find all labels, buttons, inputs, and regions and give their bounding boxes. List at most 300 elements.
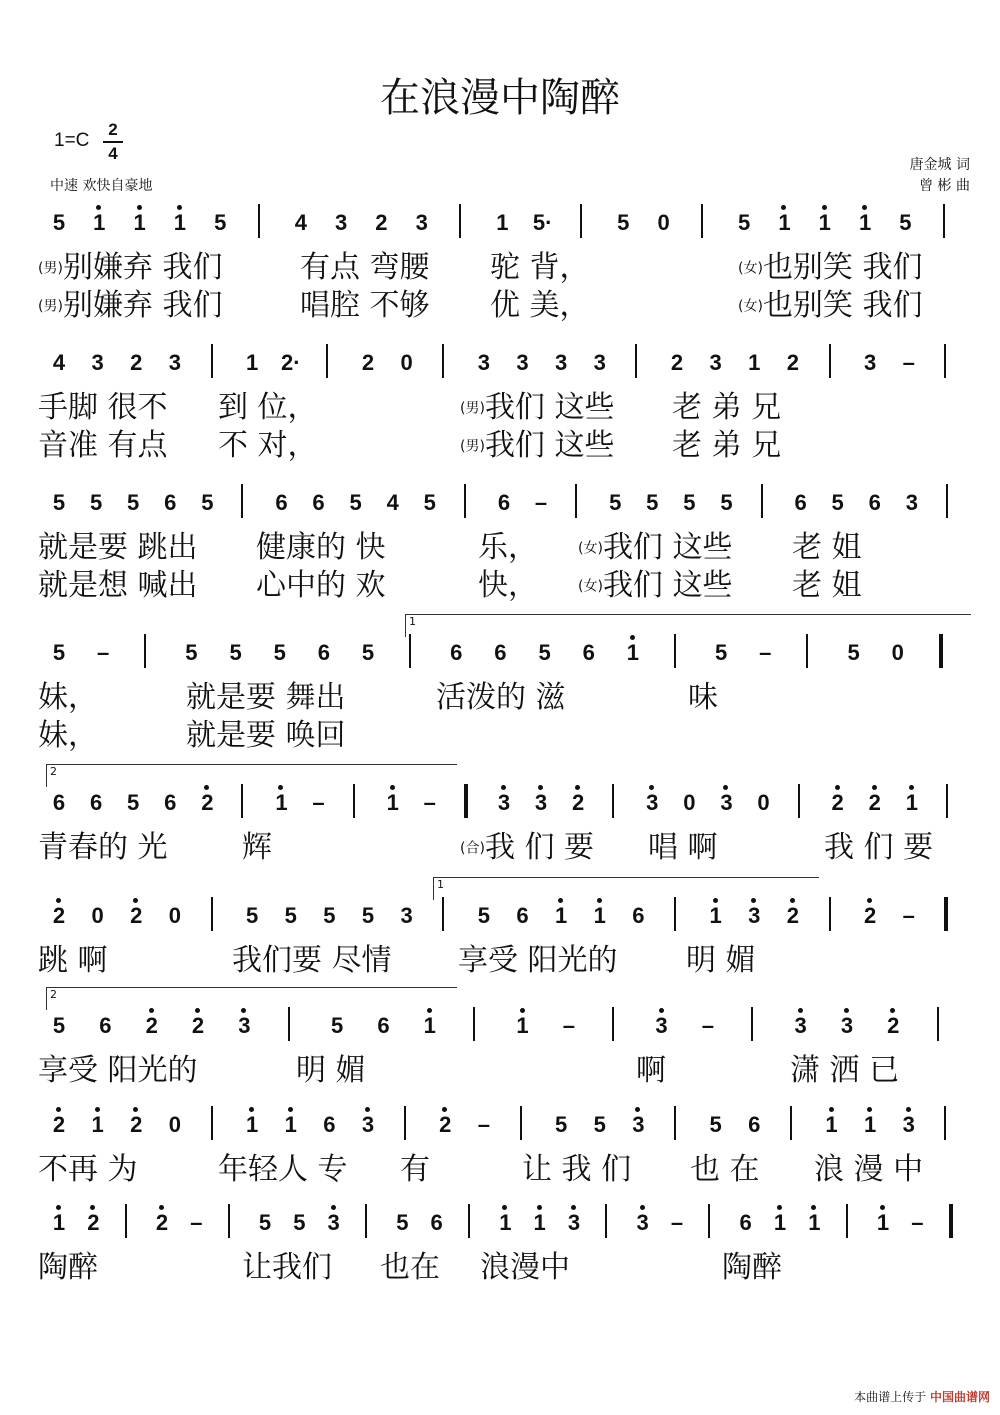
note-digit: 1 <box>173 210 187 235</box>
note <box>122 490 144 516</box>
note-digit: 1 <box>773 1210 787 1235</box>
high-octave-dot <box>159 1205 164 1210</box>
note-digit: 5 <box>52 1013 66 1038</box>
note <box>859 903 881 929</box>
note-digit: 0 <box>683 790 696 815</box>
lyric-text: 音准 有点 <box>38 428 168 463</box>
note <box>434 1112 456 1138</box>
key-signature: 1=C <box>54 130 90 151</box>
note-digit: – <box>902 350 915 375</box>
barline <box>605 1204 607 1238</box>
barline <box>761 484 763 518</box>
role-marker: (女) <box>738 298 763 315</box>
lyric-text: 味 <box>688 680 718 715</box>
notation-line <box>0 490 1000 526</box>
barline <box>211 897 213 931</box>
note-digit: 5 <box>593 1112 606 1137</box>
lyric-segment <box>38 1152 138 1188</box>
note-digit: – <box>902 903 915 928</box>
note-digit: 6 <box>450 640 463 665</box>
lyric-segment <box>38 568 198 604</box>
barline <box>125 1204 127 1238</box>
note-digit: 1 <box>778 210 791 235</box>
lyric-segment <box>636 1053 666 1089</box>
barline <box>674 897 676 931</box>
note-digit: 5 <box>323 903 336 928</box>
note-digit: 5 <box>609 490 622 515</box>
lyric-segment <box>38 943 108 979</box>
lyric-segment <box>38 830 168 866</box>
barline <box>846 1204 848 1238</box>
lyric-segment <box>38 250 222 287</box>
notation-line <box>0 988 1000 1049</box>
note-digit: 0 <box>891 640 904 665</box>
note-digit: 6 <box>89 790 103 815</box>
note <box>782 350 804 376</box>
note-digit: 1 <box>91 1112 104 1137</box>
note <box>270 490 292 516</box>
note-digit: 5 <box>555 1112 568 1137</box>
note-digit: 3 <box>593 350 606 375</box>
note-digit: 0 <box>657 210 670 235</box>
lyric-verse <box>0 680 1000 720</box>
note-digit: 6 <box>312 490 325 515</box>
lyric-segment <box>478 568 538 604</box>
note-digit: 6 <box>739 1210 752 1235</box>
lyric-text: 我们 这些 <box>484 428 615 463</box>
volta-bracket <box>405 614 971 637</box>
note <box>898 350 920 376</box>
high-octave-dot <box>365 1107 370 1112</box>
note-digit: 6 <box>164 490 177 515</box>
note-digit: 3 <box>91 350 104 375</box>
note-digit: 5 <box>293 1210 306 1235</box>
note <box>269 640 291 666</box>
role-marker: (女) <box>578 540 603 557</box>
note-digit: 5 <box>52 490 66 515</box>
lyric-segment <box>242 1250 332 1286</box>
lyric-verse <box>0 428 1000 468</box>
note <box>705 350 727 376</box>
note-digit: 3 <box>567 1210 581 1235</box>
lyric-text: 不再 为 <box>38 1152 138 1187</box>
barline <box>751 1007 753 1041</box>
note-digit: 5 <box>185 640 198 665</box>
note <box>697 1013 719 1039</box>
note <box>125 903 147 929</box>
barline <box>241 784 243 818</box>
lyric-segment <box>578 568 732 605</box>
lyric-text: 别嫌弃 我们 <box>62 288 223 323</box>
lyric-text: 我 们 要 <box>484 830 595 865</box>
barline <box>464 484 466 518</box>
note <box>85 790 107 816</box>
note <box>604 490 626 516</box>
note-digit: 3 <box>415 210 428 235</box>
high-octave-dot <box>501 785 506 790</box>
note-digit: 2 <box>831 790 844 815</box>
lyric-segment <box>38 428 168 464</box>
note <box>87 903 109 929</box>
lyric-segment <box>186 718 346 754</box>
lyric-text: 老 弟 兄 <box>672 428 782 463</box>
note <box>743 1112 765 1138</box>
lyric-text: 陶醉 <box>38 1250 98 1285</box>
high-octave-dot <box>538 785 543 790</box>
note <box>773 210 795 236</box>
barline <box>258 204 260 238</box>
barline <box>144 634 146 668</box>
note-digit: 4 <box>386 490 399 515</box>
note-digit: 5 <box>538 640 551 665</box>
lyric-segment <box>722 1250 782 1286</box>
lyric-text: 我们 这些 <box>484 390 615 425</box>
note-digit: 1 <box>808 1210 821 1235</box>
volta-number: 2 <box>50 765 57 778</box>
barline <box>442 344 444 378</box>
note <box>185 1210 207 1236</box>
note <box>82 1210 104 1236</box>
note <box>473 1112 495 1138</box>
lyric-text: 我们要 尽情 <box>232 943 392 978</box>
note <box>854 210 876 236</box>
lyric-text: 年轻人 专 <box>218 1152 348 1187</box>
meter-bottom: 4 <box>108 144 118 163</box>
note-digit: 5 <box>214 210 227 235</box>
note <box>426 1210 448 1236</box>
lyric-segment <box>792 530 862 566</box>
barline <box>288 1007 290 1041</box>
note <box>906 1210 928 1236</box>
lyric-segment <box>690 1152 760 1188</box>
high-octave-dot <box>537 1205 542 1210</box>
barline <box>365 1204 367 1238</box>
note-digit: 2 <box>52 1112 66 1137</box>
high-octave-dot <box>56 1107 61 1112</box>
note-digit: 2 <box>439 1112 452 1137</box>
note <box>512 903 534 929</box>
high-octave-dot <box>822 205 827 210</box>
note-digit: 2 <box>868 790 881 815</box>
notation-line <box>0 615 1000 676</box>
barline <box>674 1106 676 1140</box>
note-digit: 3 <box>905 490 918 515</box>
note <box>864 790 886 816</box>
note-digit: 5 <box>715 640 728 665</box>
note-digit: 3 <box>168 350 181 375</box>
lyric-text: 让我们 <box>242 1250 332 1285</box>
barline <box>946 784 948 818</box>
lyric-text: 潇 洒 已 <box>790 1053 900 1088</box>
note-digit: 3 <box>632 1112 645 1137</box>
note <box>901 790 923 816</box>
lyric-segment <box>256 568 386 604</box>
note <box>666 1210 688 1236</box>
lyric-segment <box>460 428 614 465</box>
note <box>790 490 812 516</box>
notation-line <box>0 765 1000 826</box>
note <box>491 210 513 236</box>
note <box>882 1013 904 1039</box>
barline <box>211 1106 213 1140</box>
lyric-verse <box>0 943 1000 983</box>
note <box>558 1013 580 1039</box>
barline <box>612 784 614 818</box>
note-digit: 1 <box>423 1013 436 1038</box>
note-digit: – <box>534 490 548 515</box>
note-digit: 3 <box>497 790 511 815</box>
note-digit: 5 <box>201 490 214 515</box>
lyric-text: 也在 <box>380 1250 440 1285</box>
note-digit: 6 <box>497 490 511 515</box>
note-digit: 2 <box>375 210 388 235</box>
lyric-text: 享受 阳光的 <box>38 1053 198 1088</box>
note-digit: 6 <box>377 1013 390 1038</box>
high-octave-dot <box>137 205 142 210</box>
note <box>494 1210 516 1236</box>
note-digit: 1 <box>496 210 509 235</box>
note <box>473 350 495 376</box>
lyric-segment <box>480 1250 570 1286</box>
barline <box>674 634 676 668</box>
lyric-verse <box>0 390 1000 430</box>
note <box>735 1210 757 1236</box>
note-digit: 5 <box>349 490 362 515</box>
note <box>534 640 556 666</box>
lyric-segment <box>38 1250 98 1286</box>
note-digit: – <box>477 1112 490 1137</box>
note <box>48 903 70 929</box>
note-digit: 4 <box>52 350 66 375</box>
note-digit: 1 <box>516 1013 529 1038</box>
note-digit: 1 <box>825 1112 838 1137</box>
lyric-segment <box>400 1152 430 1188</box>
note <box>382 790 404 816</box>
lyric-segment <box>38 680 98 716</box>
note-digit: 3 <box>400 903 413 928</box>
note <box>125 350 147 376</box>
note <box>180 640 202 666</box>
note-digit: 5 <box>229 640 242 665</box>
lyric-text: 我们 这些 <box>602 530 733 565</box>
barline <box>635 344 637 378</box>
note-digit: – <box>562 1013 575 1038</box>
note-digit: – <box>911 1210 924 1235</box>
note <box>733 210 755 236</box>
lyric-text: 别嫌弃 我们 <box>62 250 223 285</box>
note <box>754 640 776 666</box>
lyric-text: 有 <box>400 1152 430 1187</box>
note <box>836 1013 858 1039</box>
tempo-marking: 中速 欢快自豪地 <box>50 178 153 194</box>
note-digit: 5 <box>52 210 66 235</box>
note-digit: 5 <box>899 210 912 235</box>
note <box>532 210 554 236</box>
note-digit: 6 <box>275 490 288 515</box>
note <box>313 640 335 666</box>
volta-number: 2 <box>50 988 57 1001</box>
lyric-text: 不 对， <box>218 428 318 463</box>
lyric-text: 也别笑 我们 <box>762 288 923 323</box>
note <box>651 1013 673 1039</box>
note <box>129 210 151 236</box>
note <box>370 210 392 236</box>
note <box>898 903 920 929</box>
note-digit: 3 <box>327 1210 340 1235</box>
note <box>550 350 572 376</box>
lyric-text: 啊 <box>636 1053 666 1088</box>
lyric-segment <box>686 943 756 979</box>
barline <box>949 1204 953 1238</box>
footer-site: 中国曲谱网 <box>929 1390 990 1404</box>
note-digit: 1 <box>876 1210 890 1235</box>
note <box>743 350 765 376</box>
note <box>743 903 765 929</box>
note <box>48 1210 70 1236</box>
note-digit: 5 <box>683 490 696 515</box>
note-digit: 1 <box>275 790 288 815</box>
high-octave-dot <box>659 1008 664 1013</box>
note <box>357 640 379 666</box>
note-digit: 6 <box>748 1112 761 1137</box>
high-octave-dot <box>288 1107 293 1112</box>
note <box>419 790 441 816</box>
barline <box>708 1204 710 1238</box>
note <box>589 903 611 929</box>
note-digit: 0 <box>168 903 181 928</box>
note <box>159 790 181 816</box>
note-digit: 2 <box>87 1210 100 1235</box>
high-octave-dot <box>571 1205 576 1210</box>
role-marker: (男) <box>38 298 63 315</box>
barline <box>404 1106 406 1140</box>
lyric-text: 就是要 舞出 <box>186 680 346 715</box>
lyric-segment <box>672 428 781 464</box>
high-octave-dot <box>909 785 914 790</box>
barline <box>612 1007 614 1041</box>
lyric-text: 就是想 喊出 <box>38 568 198 603</box>
high-octave-dot <box>906 1107 911 1112</box>
lyric-segment <box>242 830 272 866</box>
note-digit: 0 <box>400 350 413 375</box>
lyric-text: 老 弟 兄 <box>672 390 782 425</box>
note-digit: 1 <box>593 903 606 928</box>
lyric-segment <box>814 1152 923 1188</box>
note <box>563 1210 585 1236</box>
note <box>196 490 218 516</box>
note <box>357 1112 379 1138</box>
note-digit: – <box>97 640 110 665</box>
note-digit: 1 <box>284 1112 297 1137</box>
note <box>48 490 70 516</box>
lyric-segment <box>218 428 318 464</box>
note <box>141 1013 163 1039</box>
lyric-text: 妹， <box>38 680 98 715</box>
high-octave-dot <box>829 1107 834 1112</box>
notation-line <box>0 350 1000 386</box>
note <box>396 903 418 929</box>
note <box>270 790 292 816</box>
volta-bracket <box>433 877 819 900</box>
note-digit: 3 <box>748 903 761 928</box>
note-digit: 1 <box>864 1112 877 1137</box>
note <box>653 210 675 236</box>
note-digit: 6 <box>516 903 529 928</box>
note <box>411 210 433 236</box>
lyric-segment <box>458 943 618 979</box>
lyric-text: 我们 这些 <box>602 568 733 603</box>
high-octave-dot <box>880 1205 885 1210</box>
note <box>512 1013 534 1039</box>
note <box>678 490 700 516</box>
note-digit: 6 <box>868 490 881 515</box>
note-digit: 3 <box>655 1013 668 1038</box>
note <box>169 210 191 236</box>
note <box>589 350 611 376</box>
note-digit: 2 <box>130 903 143 928</box>
note <box>898 1112 920 1138</box>
lyric-text: 让 我 们 <box>522 1152 632 1187</box>
lyric-segment <box>218 390 318 426</box>
note-digit: 1 <box>818 210 831 235</box>
note <box>372 1013 394 1039</box>
note <box>827 790 849 816</box>
note <box>419 490 441 516</box>
note-digit: 0 <box>91 903 104 928</box>
note <box>323 1210 345 1236</box>
note-digit: 1 <box>93 210 106 235</box>
lyric-text: 健康的 快 <box>256 530 386 565</box>
lyric-segment <box>186 680 346 716</box>
note-digit: 5 <box>477 903 490 928</box>
note <box>48 350 70 376</box>
note <box>87 1112 109 1138</box>
lyric-verse <box>0 530 1000 570</box>
volta-number: 1 <box>409 615 416 628</box>
lyric-text: 浪 漫 中 <box>814 1152 924 1187</box>
note <box>164 903 186 929</box>
lyric-text: 也别笑 我们 <box>762 250 923 285</box>
note <box>530 490 552 516</box>
note <box>48 1112 70 1138</box>
lyric-text: 明 媚 <box>686 943 756 978</box>
lyric-text: 享受 阳光的 <box>458 943 618 978</box>
note <box>445 640 467 666</box>
note-digit: 2 <box>361 350 375 375</box>
barline <box>806 634 808 668</box>
note <box>705 1112 727 1138</box>
note-digit: – <box>670 1210 684 1235</box>
note-digit: 3 <box>840 1013 854 1038</box>
note <box>803 1210 825 1236</box>
note-digit: 6 <box>323 1112 336 1137</box>
barline <box>241 484 243 518</box>
note-digit: – <box>759 640 772 665</box>
lyric-segment <box>38 530 198 566</box>
barline <box>798 784 800 818</box>
barline <box>701 204 703 238</box>
lyric-text: 到 位， <box>218 390 318 425</box>
lyricist-credit: 唐金城 词 <box>909 157 970 173</box>
note <box>632 1210 654 1236</box>
lyric-verse <box>0 250 1000 290</box>
note-digit: 1 <box>905 790 918 815</box>
note-digit: 5 <box>709 1112 722 1137</box>
lyric-segment <box>792 568 862 604</box>
barline <box>442 897 444 931</box>
note <box>641 790 663 816</box>
note-digit: 3 <box>902 1112 915 1137</box>
